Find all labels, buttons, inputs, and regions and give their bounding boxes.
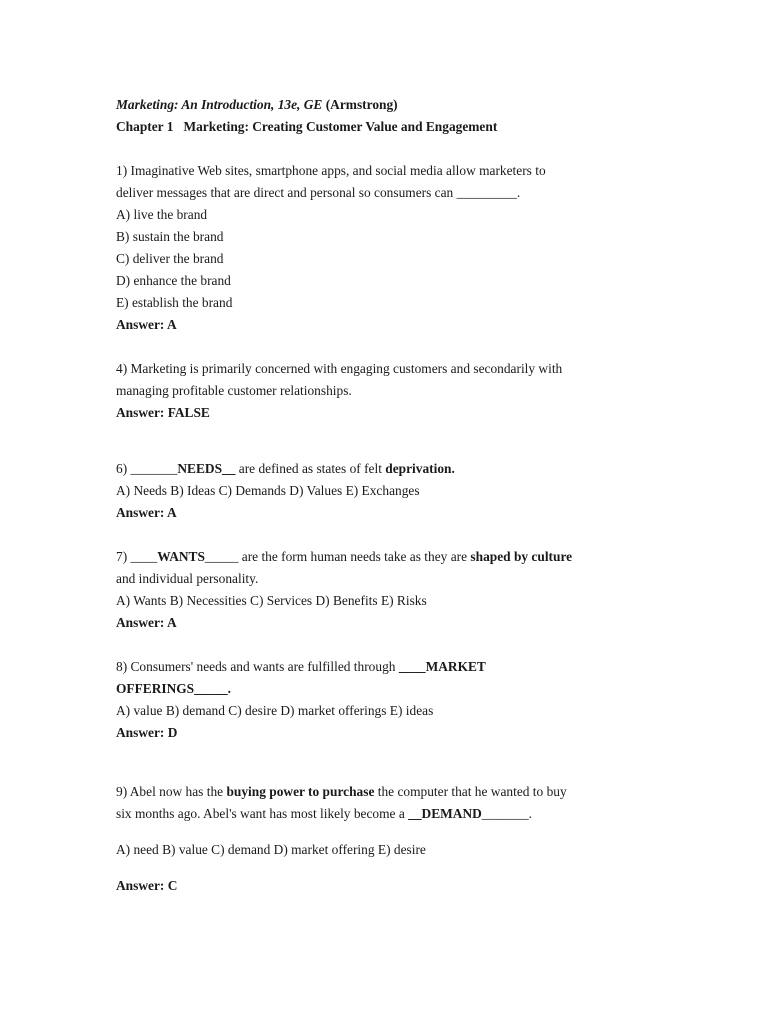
question-9-blank-answer: __DEMAND <box>408 806 482 821</box>
question-8-stem-line1 <box>116 656 656 678</box>
question-6-stem <box>116 458 656 480</box>
question-6-options: A) Needs B) Ideas C) Demands D) Values E) Exchanges <box>116 483 420 498</box>
chapter-label: Chapter 1 <box>116 119 174 134</box>
question-8-stem-line2: OFFERINGS_____. <box>116 681 231 696</box>
question-1-option-b: B) sustain the brand <box>116 229 224 244</box>
question-8-answer: Answer: D <box>116 725 178 740</box>
question-9-options: A) need B) value C) demand D) market offering E) desire <box>116 842 426 857</box>
question-1-answer: Answer: A <box>116 317 177 332</box>
question-9-stem-line2c: _______. <box>481 806 533 821</box>
question-7-answer: Answer: A <box>116 615 177 630</box>
book-title: Marketing: An Introduction, 13e, GE <box>116 97 323 112</box>
question-9-keyword: buying power to purchase <box>226 784 375 799</box>
question-1-stem-line2: deliver messages that are direct and personal so consumers can _________. <box>116 185 521 200</box>
question-6-answer: Answer: A <box>116 505 177 520</box>
document-page <box>116 94 656 897</box>
question-1-option-d: D) enhance the brand <box>116 273 231 288</box>
question-9-stem-line1 <box>116 781 656 803</box>
chapter-title: Marketing: Creating Customer Value and Engagement <box>183 119 498 134</box>
question-6 <box>116 458 656 524</box>
question-7-stem-c: _____ are the form human needs take as they are <box>204 549 471 564</box>
question-7-blank-answer: WANTS <box>157 549 205 564</box>
question-8-stem-a: 8) Consumers' needs and wants are fulfilled through <box>116 659 399 674</box>
book-title-line <box>116 94 656 116</box>
question-6-keyword: deprivation. <box>385 461 455 476</box>
question-8-blank-answer: ____MARKET <box>398 659 486 674</box>
question-7-stem-a: 7) ____ <box>116 549 158 564</box>
question-7-stem-line1 <box>116 546 656 568</box>
question-9-stem-c: the computer that he wanted to buy <box>374 784 567 799</box>
question-7-stem-line2: and individual personality. <box>116 571 259 586</box>
question-8-options: A) value B) demand C) desire D) market offerings E) ideas <box>116 703 434 718</box>
question-9-answer: Answer: C <box>116 878 178 893</box>
question-6-stem-a: 6) _______ <box>116 461 178 476</box>
question-4-stem-line1: 4) Marketing is primarily concerned with engaging customers and secondarily with <box>116 361 563 376</box>
question-7-keyword: shaped by culture <box>470 549 573 564</box>
question-1-option-c: C) deliver the brand <box>116 251 224 266</box>
question-1-stem-line1: 1) Imaginative Web sites, smartphone apps, and social media allow marketers to <box>116 163 546 178</box>
question-4 <box>116 358 656 424</box>
question-1-option-e: E) establish the brand <box>116 295 233 310</box>
question-1 <box>116 160 656 336</box>
question-7 <box>116 546 656 634</box>
book-author: (Armstrong) <box>325 97 398 112</box>
question-4-answer: Answer: FALSE <box>116 405 210 420</box>
question-7-options: A) Wants B) Necessities C) Services D) Benefits E) Risks <box>116 593 427 608</box>
chapter-heading <box>116 116 656 138</box>
question-6-blank-answer: NEEDS__ <box>177 461 236 476</box>
question-9-stem-line2 <box>116 803 656 825</box>
question-9-stem-line2a: six months ago. Abel's want has most likely become a <box>116 806 409 821</box>
question-8 <box>116 656 656 744</box>
question-6-stem-c: are defined as states of felt <box>235 461 386 476</box>
question-4-stem-line2: managing profitable customer relationships. <box>116 383 352 398</box>
question-9-stem-a: 9) Abel now has the <box>116 784 227 799</box>
question-9 <box>116 781 656 897</box>
question-1-option-a: A) live the brand <box>116 207 208 222</box>
